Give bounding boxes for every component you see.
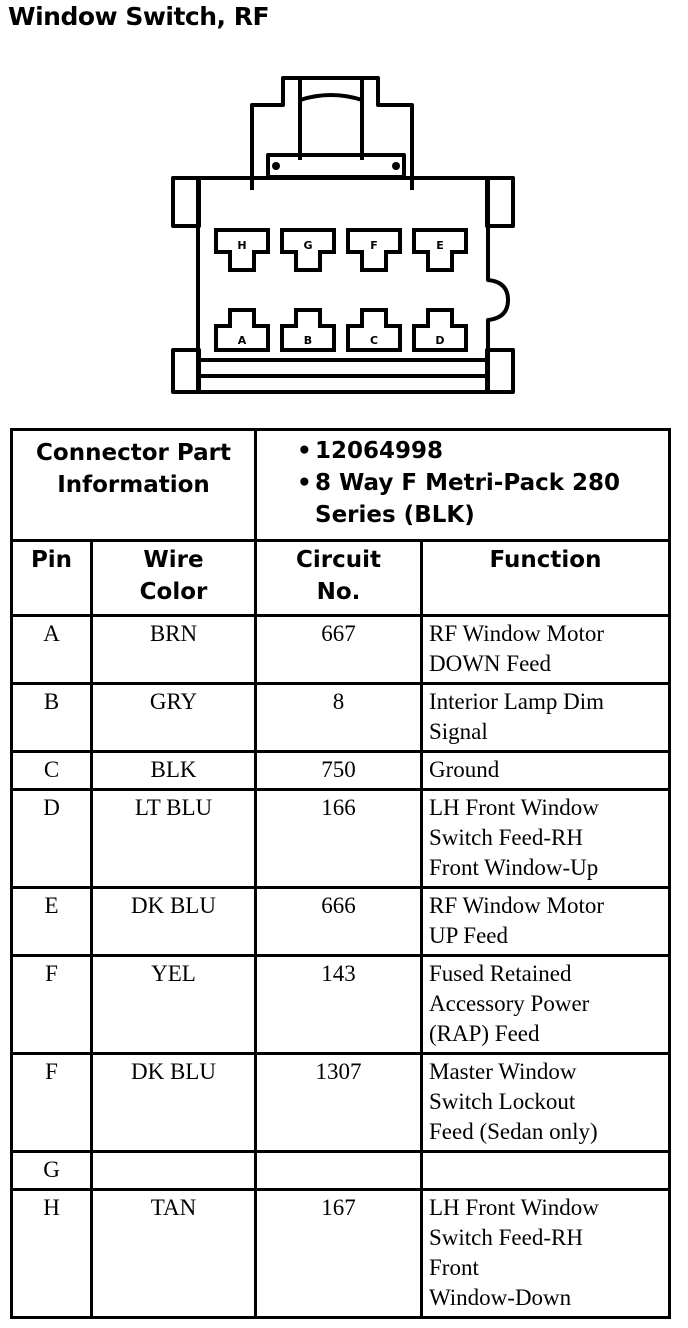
pinout-table (10, 428, 671, 1319)
pin-cell: A (12, 616, 92, 684)
function-cell (422, 888, 670, 956)
page-title: Window Switch, RF (8, 2, 270, 31)
function-cell (422, 752, 670, 790)
circuit-cell: 143 (256, 956, 422, 1054)
connector-part-number: • 12064998 (297, 438, 444, 464)
function-line: (RAP) Feed (429, 1021, 540, 1046)
cavity-label: H (237, 239, 247, 252)
function-cell (422, 1190, 670, 1318)
column-header-row (12, 541, 670, 616)
function-line: Accessory Power (429, 991, 590, 1016)
col-header-pin: Pin (12, 541, 92, 616)
wire-color-cell: LT BLU (92, 790, 256, 888)
circuit-cell (256, 1152, 422, 1190)
function-line: Switch Lockout (429, 1089, 576, 1114)
pin-cell: H (12, 1190, 92, 1318)
circuit-cell: 666 (256, 888, 422, 956)
function-cell (422, 616, 670, 684)
wire-color-cell (92, 1152, 256, 1190)
wire-color-cell: BLK (92, 752, 256, 790)
function-line: Switch Feed-RH (429, 1225, 583, 1250)
connector-info-list (256, 430, 670, 541)
function-cell (422, 790, 670, 888)
pin-cell: F (12, 956, 92, 1054)
connector-info-row (12, 430, 670, 541)
circuit-cell: 8 (256, 684, 422, 752)
table-row (12, 616, 670, 684)
function-line: Front (429, 1255, 479, 1280)
col-header-function: Function (422, 541, 670, 616)
function-line: Window-Down (429, 1285, 572, 1310)
circuit-cell: 750 (256, 752, 422, 790)
connector-diagram (0, 60, 688, 410)
circuit-cell: 667 (256, 616, 422, 684)
pin-cell: G (12, 1152, 92, 1190)
top-cavities (216, 230, 466, 270)
function-cell (422, 1054, 670, 1152)
function-line: Feed (Sedan only) (429, 1119, 598, 1144)
wire-color-cell: DK BLU (92, 888, 256, 956)
pin-cell: F (12, 1054, 92, 1152)
circuit-cell: 167 (256, 1190, 422, 1318)
function-cell (422, 956, 670, 1054)
function-line: DOWN Feed (429, 651, 551, 676)
pin-cell: E (12, 888, 92, 956)
table-row (12, 684, 670, 752)
function-line: UP Feed (429, 923, 509, 948)
function-line: RF Window Motor (429, 621, 605, 646)
col-header-wire-color: Wire Color (92, 541, 256, 616)
cavity-label: A (237, 334, 247, 347)
function-line: LH Front Window (429, 795, 599, 820)
cavity-label: F (370, 239, 378, 252)
function-cell (422, 1152, 670, 1190)
function-line: Interior Lamp Dim (429, 689, 605, 714)
pin-cell: C (12, 752, 92, 790)
table-row (12, 1054, 670, 1152)
function-line: LH Front Window (429, 1195, 599, 1220)
function-line: Front Window-Up (429, 855, 599, 880)
circuit-cell: 1307 (256, 1054, 422, 1152)
bottom-cavities (216, 310, 466, 350)
function-cell (422, 684, 670, 752)
wire-color-cell: BRN (92, 616, 256, 684)
pin-cell: D (12, 790, 92, 888)
cavity-label: B (303, 334, 313, 347)
function-line: Switch Feed-RH (429, 825, 583, 850)
cavity-label: G (303, 239, 313, 252)
function-line: Signal (429, 719, 488, 744)
table-row (12, 1152, 670, 1190)
function-line: Ground (429, 757, 500, 782)
wire-color-cell: GRY (92, 684, 256, 752)
table-row (12, 1190, 670, 1318)
connector-info-label: Connector Part Information (12, 430, 256, 541)
table-row (12, 790, 670, 888)
wire-color-cell: YEL (92, 956, 256, 1054)
table-row (12, 752, 670, 790)
col-header-circuit: Circuit No. (256, 541, 422, 616)
cavity-label: E (436, 239, 444, 252)
function-line: Master Window (429, 1059, 577, 1084)
table-row (12, 956, 670, 1054)
pin-cell: B (12, 684, 92, 752)
connector-type: • 8 Way F Metri-Pack 280 Series (BLK) (297, 470, 621, 528)
function-line: RF Window Motor (429, 893, 605, 918)
cavity-label: C (369, 334, 379, 347)
table-row (12, 888, 670, 956)
function-line: Fused Retained (429, 961, 572, 986)
circuit-cell: 166 (256, 790, 422, 888)
wire-color-cell: DK BLU (92, 1054, 256, 1152)
cavity-label: D (435, 334, 445, 347)
wire-color-cell: TAN (92, 1190, 256, 1318)
